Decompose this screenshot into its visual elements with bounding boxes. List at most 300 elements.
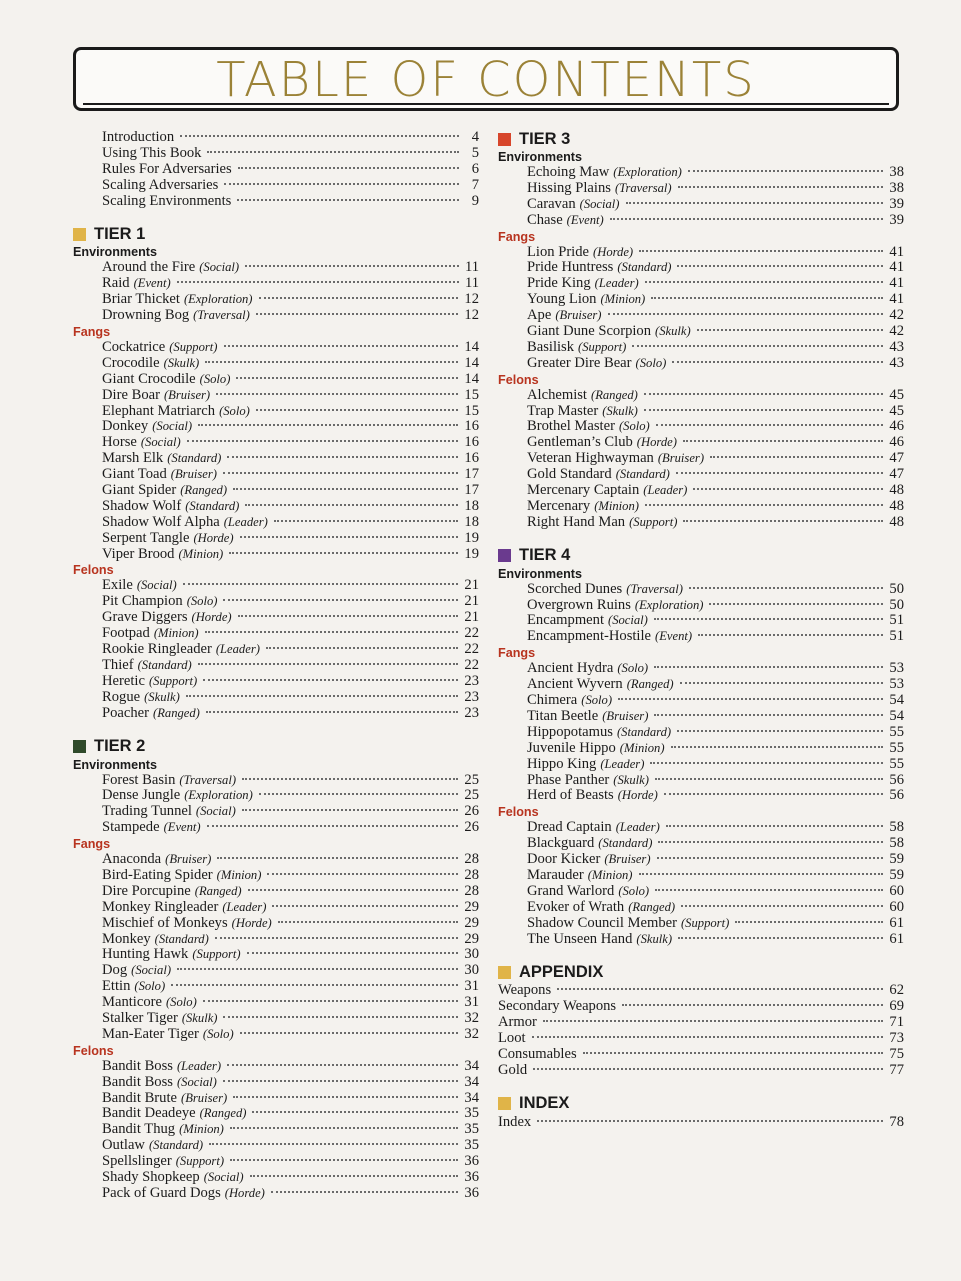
dot-leader [272, 905, 458, 907]
toc-entry[interactable] [73, 419, 479, 435]
page-number: 50 [889, 580, 904, 597]
toc-entry[interactable] [73, 820, 479, 836]
toc-entry[interactable] [498, 582, 904, 598]
entry-title: Veteran Highwayman [527, 450, 654, 467]
toc-entry[interactable] [498, 677, 904, 693]
dot-leader [245, 265, 459, 267]
entry-title: Horse [102, 434, 137, 451]
entry-role-tag: (Support) [680, 915, 730, 930]
entry-title: Dense Jungle [102, 787, 181, 804]
toc-entry[interactable] [498, 709, 904, 725]
toc-entry[interactable] [498, 916, 904, 932]
entry-title: Hissing Plains [527, 179, 611, 196]
entry-title: Shadow Council Member [527, 914, 677, 931]
dot-leader [608, 313, 884, 315]
entry-role-tag: (Social) [152, 419, 193, 434]
toc-entry[interactable] [498, 757, 904, 773]
page-number: 54 [889, 692, 904, 709]
dot-leader [207, 151, 459, 153]
entry-role-tag: (Skulk) [613, 772, 649, 787]
subsection-label: Fangs [73, 837, 111, 852]
page-number: 45 [889, 402, 904, 419]
entry-role-tag: (Bruiser) [181, 1090, 228, 1105]
entry-role-tag: (Bruiser) [170, 467, 217, 482]
page-number: 38 [889, 179, 904, 196]
page-number: 14 [464, 339, 479, 356]
entry-role-tag: (Horde) [593, 244, 634, 259]
page-number: 39 [889, 195, 904, 212]
toc-entry[interactable] [498, 388, 904, 404]
toc-entry[interactable] [498, 932, 904, 948]
toc-entry[interactable] [73, 884, 479, 900]
tier-section [498, 128, 904, 531]
page-number: 5 [471, 144, 479, 161]
entry-role-tag: (Standard) [617, 260, 672, 275]
toc-entry[interactable] [73, 1106, 479, 1122]
page-number: 32 [464, 1025, 479, 1042]
dot-leader [664, 793, 884, 795]
entry-title: Shadow Wolf [102, 497, 182, 514]
entry-role-tag: (Event) [133, 276, 171, 291]
toc-entry[interactable] [498, 983, 904, 999]
entry-title: Caravan [527, 195, 576, 212]
page-number: 60 [889, 898, 904, 915]
entry-title: Drowning Bog [102, 307, 190, 324]
toc-entry[interactable] [73, 276, 479, 292]
page-number: 56 [889, 787, 904, 804]
entry-title: Monkey Ringleader [102, 898, 219, 915]
entry-role-tag: (Leader) [223, 514, 268, 529]
toc-entry[interactable] [498, 1031, 904, 1047]
dot-leader [203, 1000, 459, 1002]
toc-entry[interactable] [498, 467, 904, 483]
dot-leader [655, 778, 883, 780]
entry-role-tag: (Ranged) [153, 705, 200, 720]
toc-entry[interactable] [73, 706, 479, 722]
toc-entry[interactable] [498, 451, 904, 467]
toc-entry[interactable] [498, 884, 904, 900]
entry-title: Ettin [102, 978, 131, 995]
dot-leader [654, 666, 883, 668]
toc-entry[interactable] [73, 642, 479, 658]
subsection-label: Felons [498, 372, 539, 387]
toc-entry[interactable] [73, 483, 479, 499]
toc-entry[interactable] [73, 547, 479, 563]
toc-entry[interactable] [73, 388, 479, 404]
entry-role-tag: (Standard) [598, 836, 653, 851]
entry-title: Footpad [102, 625, 150, 642]
toc-entry[interactable] [73, 1154, 479, 1170]
entry-title: Donkey [102, 418, 149, 435]
dot-leader [680, 682, 884, 684]
toc-entry[interactable] [498, 483, 904, 499]
entry-title: Forest Basin [102, 771, 176, 788]
toc-entry[interactable] [73, 690, 479, 706]
entry-role-tag: (Leader) [215, 642, 260, 657]
page-number: 18 [464, 513, 479, 530]
dot-leader [242, 809, 459, 811]
page-number: 35 [464, 1121, 479, 1138]
toc-entry[interactable] [73, 947, 479, 963]
toc-entry[interactable] [498, 404, 904, 420]
toc-entry[interactable] [498, 435, 904, 451]
page-number: 12 [464, 307, 479, 324]
toc-entry[interactable] [73, 932, 479, 948]
toc-entry[interactable] [498, 693, 904, 709]
dot-leader [233, 1096, 458, 1098]
page-number: 4 [471, 129, 479, 145]
appendix-section [498, 961, 904, 1078]
toc-entry[interactable] [498, 788, 904, 804]
page-number: 35 [464, 1137, 479, 1154]
page-number: 26 [464, 819, 479, 836]
page-number: 29 [464, 898, 479, 915]
dot-leader [639, 873, 884, 875]
entry-role-tag: (Leader) [615, 820, 660, 835]
page-number: 47 [889, 450, 904, 467]
section-heading-label: TIER 2 [94, 737, 146, 755]
toc-entry[interactable] [73, 916, 479, 932]
intro-list [73, 130, 479, 209]
entry-role-tag: (Horde) [617, 788, 658, 803]
entry-role-tag: (Skulk) [636, 931, 673, 946]
entry-title: Gold Standard [527, 466, 612, 483]
toc-entry[interactable] [73, 356, 479, 372]
toc-entry[interactable] [498, 661, 904, 677]
entry-role-tag: (Ranged) [194, 883, 242, 898]
toc-entry[interactable] [498, 356, 904, 372]
entry-role-tag: (Bruiser) [604, 852, 651, 867]
toc-entry[interactable] [498, 245, 904, 261]
toc-entry[interactable] [73, 260, 479, 276]
dot-leader [187, 440, 459, 442]
entry-title: Thief [102, 656, 134, 673]
entry-title: Gentleman’s Club [527, 434, 633, 451]
toc-entry[interactable] [73, 178, 479, 194]
toc-entry[interactable] [73, 804, 479, 820]
entry-title: Shady Shopkeep [102, 1168, 200, 1185]
entry-title: Herd of Beasts [527, 787, 614, 804]
toc-entry[interactable] [73, 372, 479, 388]
toc-entry[interactable] [73, 292, 479, 308]
page-number: 61 [889, 914, 904, 931]
page-number: 31 [464, 978, 479, 995]
page-number: 25 [464, 787, 479, 804]
toc-entry[interactable] [73, 852, 479, 868]
entry-title: Poacher [102, 704, 150, 721]
entry-title: Anaconda [102, 851, 162, 868]
dot-leader [644, 409, 884, 411]
entry-title: Giant Spider [102, 482, 177, 499]
entry-role-tag: (Solo) [617, 661, 649, 676]
toc-entry[interactable] [73, 963, 479, 979]
toc-entry[interactable] [73, 674, 479, 690]
title-banner [73, 47, 899, 111]
toc-entry[interactable] [73, 578, 479, 594]
toc-entry[interactable] [73, 130, 479, 146]
entry-title: Man-Eater Tiger [102, 1025, 199, 1042]
toc-entry[interactable] [73, 1186, 479, 1202]
toc-entry[interactable] [498, 900, 904, 916]
toc-entry[interactable] [73, 531, 479, 547]
entry-role-tag: (Social) [199, 260, 240, 275]
page-number: 60 [889, 882, 904, 899]
toc-entry[interactable] [73, 467, 479, 483]
entry-title: Bandit Boss [102, 1073, 173, 1090]
entry-role-tag: (Standard) [154, 931, 209, 946]
toc-entry[interactable] [498, 324, 904, 340]
toc-entry[interactable] [73, 1075, 479, 1091]
page-number: 46 [889, 434, 904, 451]
dot-leader [677, 730, 883, 732]
dot-leader [533, 1068, 883, 1070]
subsection-label: Felons [498, 805, 539, 820]
page-number: 9 [471, 192, 479, 209]
dot-leader [583, 1052, 884, 1054]
toc-entry[interactable] [498, 773, 904, 789]
page-number: 29 [464, 914, 479, 931]
toc-entry[interactable] [73, 404, 479, 420]
toc-entry[interactable] [73, 1122, 479, 1138]
toc-entry[interactable] [73, 308, 479, 324]
toc-entry[interactable] [73, 340, 479, 356]
entry-title: Bandit Thug [102, 1121, 176, 1138]
entry-title: Phase Panther [527, 771, 610, 788]
dot-leader [177, 281, 459, 283]
toc-entry[interactable] [498, 308, 904, 324]
toc-entry[interactable] [73, 1091, 479, 1107]
page-number: 55 [889, 723, 904, 740]
entry-title: Greater Dire Bear [527, 354, 632, 371]
entry-title: Shadow Wolf Alpha [102, 513, 220, 530]
page-number: 53 [889, 660, 904, 677]
toc-entry[interactable] [498, 515, 904, 531]
toc-entry[interactable] [73, 146, 479, 162]
entry-title: Chimera [527, 692, 578, 709]
page-number: 15 [464, 402, 479, 419]
entry-title: Dog [102, 962, 128, 979]
toc-entry[interactable] [498, 499, 904, 515]
entry-title: Mercenary [527, 497, 591, 514]
page-number: 36 [464, 1168, 479, 1185]
section-heading [498, 545, 904, 567]
dot-leader [610, 218, 884, 220]
dot-leader [677, 265, 883, 267]
toc-entry[interactable] [73, 788, 479, 804]
toc-entry[interactable] [498, 1115, 904, 1131]
toc-entry[interactable] [498, 260, 904, 276]
toc-entry[interactable] [498, 741, 904, 757]
entry-title: Stampede [102, 819, 160, 836]
dot-leader [205, 361, 458, 363]
section-heading-label: INDEX [519, 1094, 570, 1113]
page-number: 73 [889, 1030, 904, 1047]
page-number: 42 [889, 323, 904, 340]
entry-title: Dire Porcupine [102, 882, 191, 899]
page-number: 14 [464, 354, 479, 371]
dot-leader [180, 135, 459, 137]
dot-leader [622, 1004, 883, 1006]
toc-entry[interactable] [498, 598, 904, 614]
entry-role-tag: (Leader) [643, 483, 688, 498]
entry-title: Marsh Elk [102, 450, 164, 467]
page-number: 22 [464, 625, 479, 642]
entry-role-tag: (Ranged) [199, 1106, 247, 1121]
section-heading [498, 961, 904, 983]
toc-entry[interactable] [498, 629, 904, 645]
dot-leader [639, 250, 883, 252]
toc-entry[interactable] [73, 451, 479, 467]
entry-title: Juvenile Hippo [527, 739, 616, 756]
toc-entry[interactable] [498, 340, 904, 356]
subsection-label: Environments [73, 245, 157, 260]
entry-title: Ancient Wyvern [527, 676, 623, 693]
dot-leader [654, 714, 883, 716]
square-bullet-icon [498, 966, 511, 979]
toc-entry[interactable] [73, 995, 479, 1011]
dot-leader [224, 345, 459, 347]
toc-entry[interactable] [498, 213, 904, 229]
dot-leader [656, 424, 884, 426]
page-number: 58 [889, 819, 904, 836]
section-heading-label: TIER 4 [519, 546, 571, 565]
toc-entry[interactable] [73, 626, 479, 642]
entry-title: Armor [498, 1014, 537, 1031]
entry-title: Hippo King [527, 755, 597, 772]
toc-entry[interactable] [498, 1015, 904, 1031]
entry-role-tag: (Minion) [178, 546, 224, 561]
toc-entry[interactable] [73, 194, 479, 210]
toc-entry[interactable] [498, 181, 904, 197]
dot-leader [693, 488, 883, 490]
entry-role-tag: (Ranged) [180, 483, 228, 498]
entry-title: Echoing Maw [527, 164, 610, 180]
page-number: 41 [889, 275, 904, 292]
page-number: 25 [464, 771, 479, 788]
page-number: 30 [464, 962, 479, 979]
toc-entry[interactable] [73, 435, 479, 451]
toc-entry[interactable] [498, 292, 904, 308]
entry-title: Evoker of Wrath [527, 898, 625, 915]
page-number: 41 [889, 243, 904, 260]
toc-entry[interactable] [498, 419, 904, 435]
page-number: 36 [464, 1184, 479, 1201]
toc-entry[interactable] [73, 1059, 479, 1075]
toc-entry[interactable] [498, 820, 904, 836]
toc-entry[interactable] [498, 725, 904, 741]
toc-entry[interactable] [498, 165, 904, 181]
toc-entry[interactable] [498, 868, 904, 884]
dot-leader [240, 536, 459, 538]
dot-leader [676, 472, 884, 474]
page-number: 55 [889, 755, 904, 772]
toc-entry[interactable] [73, 162, 479, 178]
toc-entry[interactable] [73, 773, 479, 789]
page-number: 30 [464, 946, 479, 963]
toc-entry[interactable] [498, 197, 904, 213]
toc-entry[interactable] [498, 1047, 904, 1063]
toc-entry[interactable] [73, 900, 479, 916]
toc-entry[interactable] [73, 515, 479, 531]
entry-title: Briar Thicket [102, 291, 180, 308]
dot-leader [227, 456, 458, 458]
entry-title: The Unseen Hand [527, 930, 633, 947]
entry-title: Ape [527, 307, 552, 324]
page-number: 35 [464, 1105, 479, 1122]
toc-entry[interactable] [73, 610, 479, 626]
entry-role-tag: (Exploration) [634, 597, 704, 612]
page-number: 28 [464, 882, 479, 899]
entry-title: Bandit Boss [102, 1057, 173, 1074]
dot-leader [237, 199, 459, 201]
page-number: 59 [889, 866, 904, 883]
entry-title: Elephant Matriarch [102, 402, 216, 419]
page-number: 16 [464, 418, 479, 435]
toc-entry[interactable] [498, 852, 904, 868]
toc-entry[interactable] [73, 594, 479, 610]
page-number: 11 [464, 275, 479, 292]
dot-leader [240, 1032, 459, 1034]
dot-leader [186, 695, 459, 697]
page-number: 17 [464, 482, 479, 499]
toc-entry[interactable] [498, 1063, 904, 1079]
toc-entry[interactable] [73, 499, 479, 515]
entry-title: Stalker Tiger [102, 1009, 178, 1026]
square-bullet-icon [73, 228, 86, 241]
dot-leader [710, 456, 883, 458]
toc-entry[interactable] [73, 1011, 479, 1027]
dot-leader [229, 552, 458, 554]
toc-entry[interactable] [73, 658, 479, 674]
dot-leader [259, 297, 459, 299]
toc-entry[interactable] [73, 868, 479, 884]
title-underline [83, 103, 889, 105]
entry-role-tag: (Bruiser) [165, 852, 212, 867]
toc-entry[interactable] [73, 1138, 479, 1154]
entry-role-tag: (Bruiser) [657, 451, 705, 466]
entry-role-tag: (Standard) [616, 724, 672, 739]
entry-role-tag: (Minion) [179, 1122, 224, 1137]
page-number: 14 [464, 370, 479, 387]
subsection-label: Felons [73, 563, 114, 578]
toc-entry[interactable] [498, 999, 904, 1015]
dot-leader [236, 377, 458, 379]
toc-entry[interactable] [498, 276, 904, 292]
page-number: 21 [464, 593, 479, 610]
page-number: 43 [889, 338, 904, 355]
toc-left-column [73, 128, 479, 1202]
dot-leader [683, 440, 884, 442]
toc-entry[interactable] [73, 1027, 479, 1043]
dot-leader [198, 663, 459, 665]
page-number: 31 [464, 994, 479, 1011]
entry-title: Rogue [102, 688, 141, 705]
entry-role-tag: (Bruiser) [602, 708, 649, 723]
entry-role-tag: (Support) [192, 947, 241, 962]
tier-section [73, 223, 479, 721]
toc-entry[interactable] [498, 836, 904, 852]
page-number: 21 [464, 609, 479, 626]
toc-entry[interactable] [73, 979, 479, 995]
page-number: 75 [889, 1045, 904, 1062]
page-number: 32 [464, 1009, 479, 1026]
toc-entry[interactable] [73, 1170, 479, 1186]
right-tier-sections [498, 128, 904, 947]
toc-entry[interactable] [498, 613, 904, 629]
entry-title: Titan Beetle [527, 707, 599, 724]
entry-title: Using This Book [102, 144, 202, 161]
entry-title: Blackguard [527, 835, 595, 852]
